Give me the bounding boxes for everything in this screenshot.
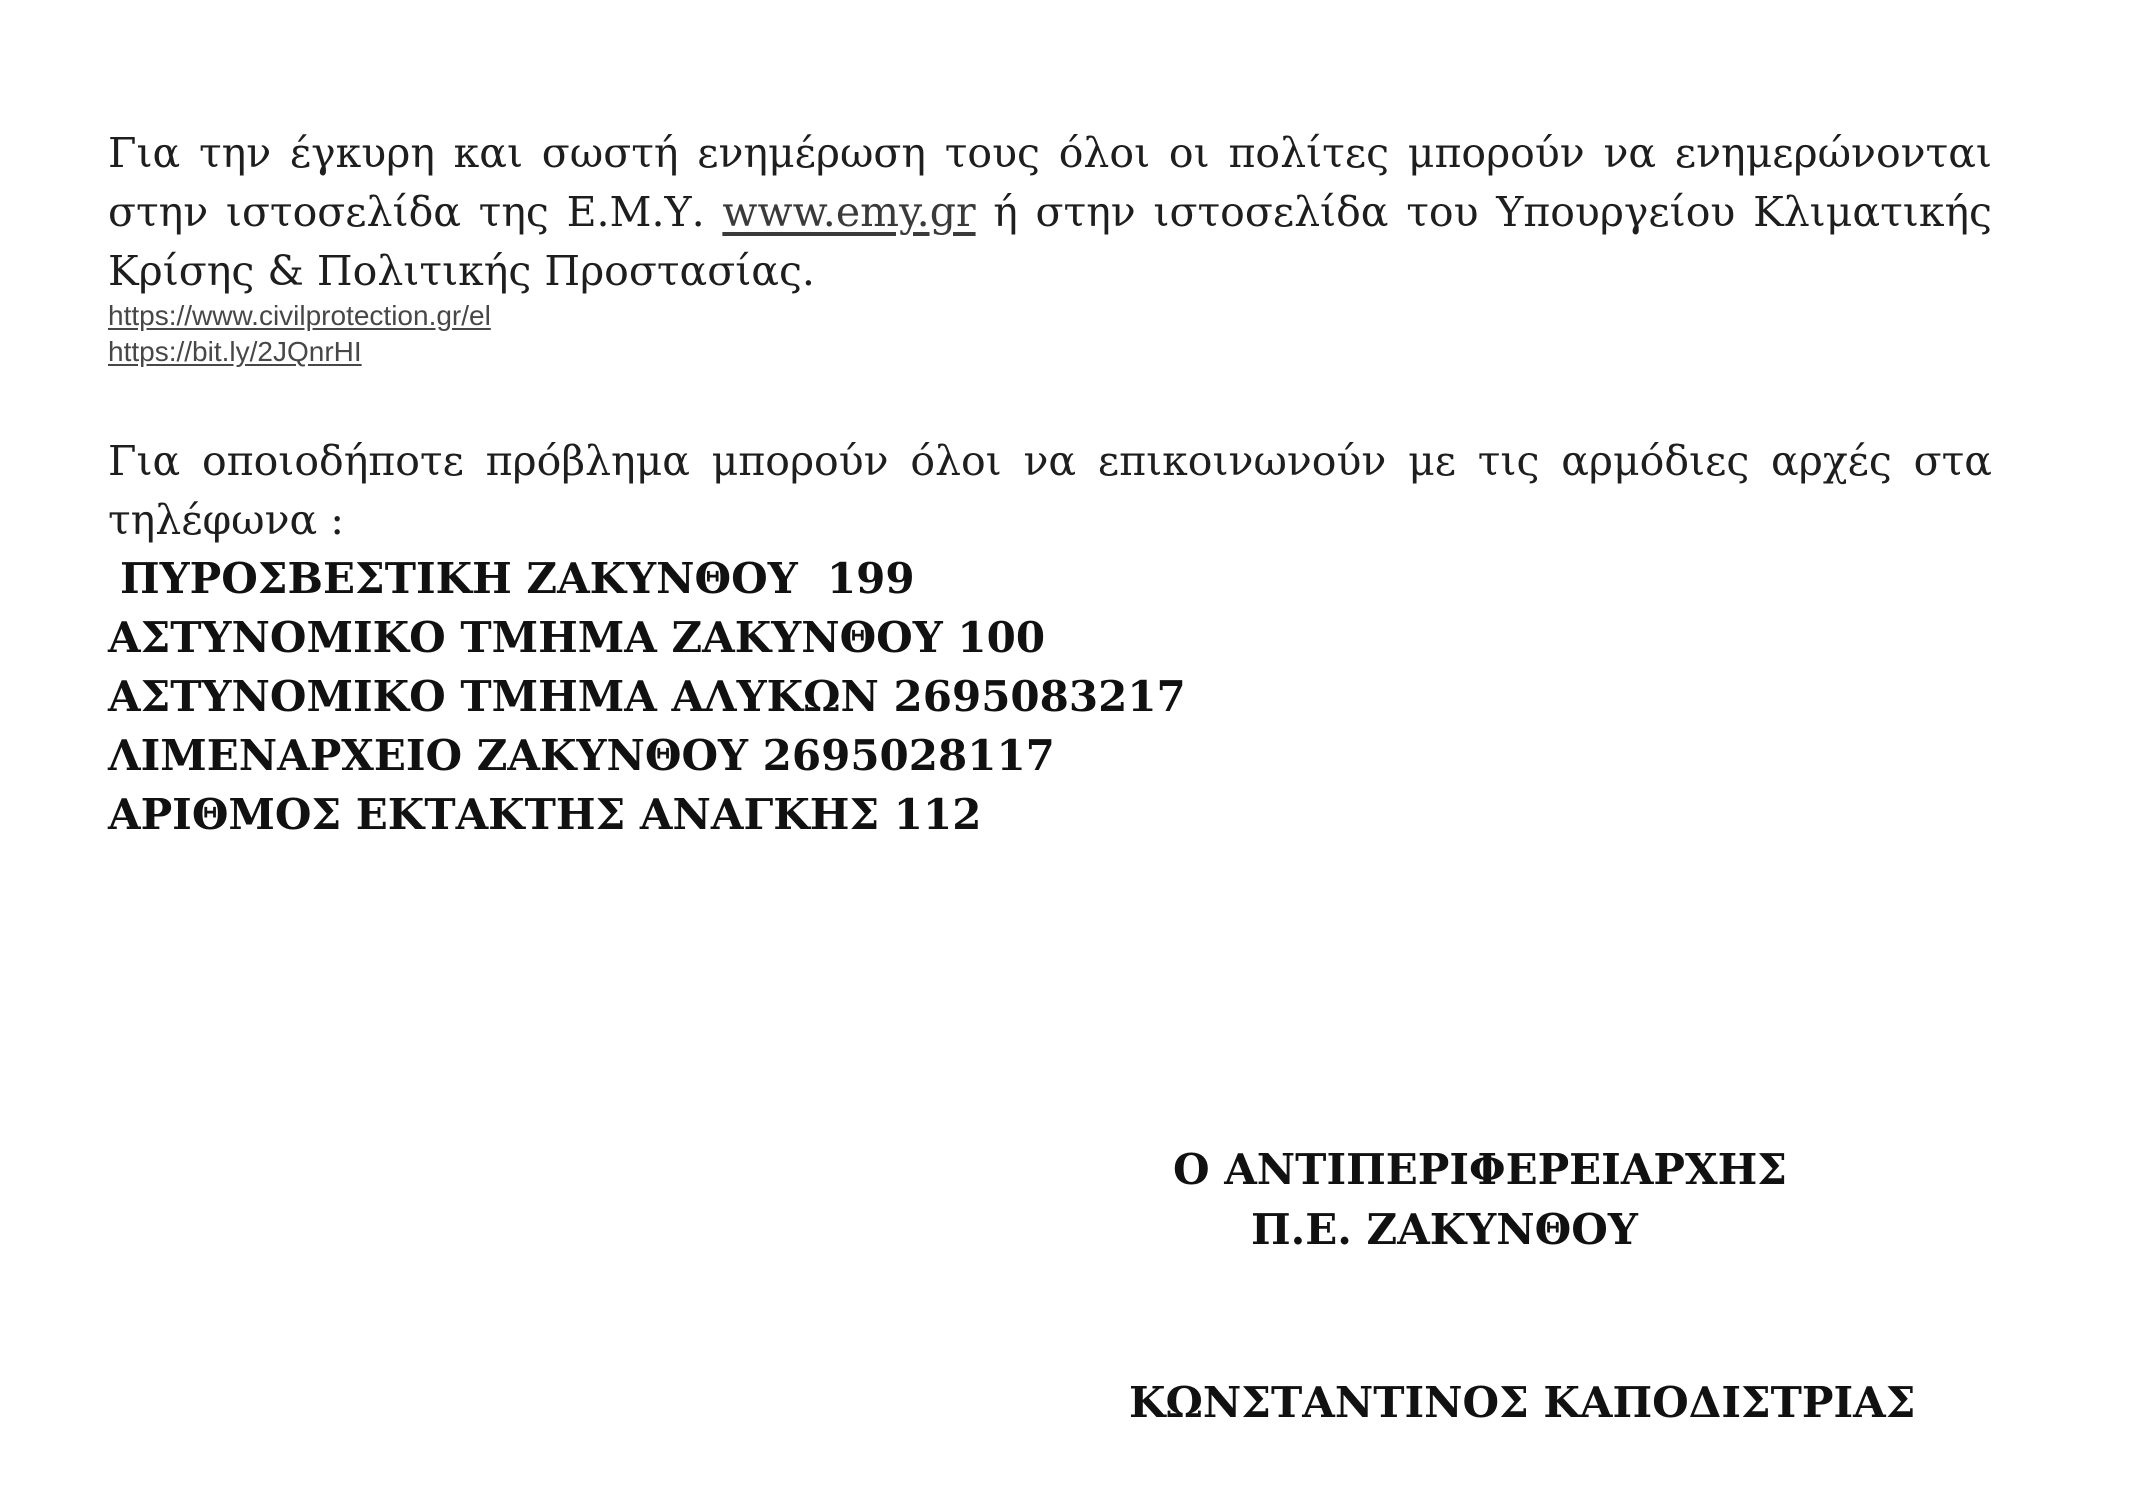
contact-police-alykes: ΑΣΤΥΝΟΜΙΚΟ ΤΜΗΜΑ ΑΛΥΚΩΝ 2695083217	[108, 672, 1186, 721]
contact-police-zakynthos: ΑΣΤΥΝΟΜΙΚΟ ΤΜΗΜΑ ΖΑΚΥΝΘΟΥ 100	[108, 613, 1046, 662]
civilprotection-link[interactable]: https://www.civilprotection.gr/el	[108, 300, 491, 331]
info-text-before-link: Για την έγκυρη και σωστή ενημέρωση τους όλοι οι πολίτες μπορούν να ενημερώνονται στην ιστοσελίδα της Ε.Μ.Υ.	[108, 129, 1992, 236]
signature-name: ΚΩΝΣΤΑΝΤΙΝΟΣ ΚΑΠΟΔΙΣΤΡΙΑΣ	[1129, 1378, 1916, 1427]
contact-list	[108, 549, 1186, 844]
signature-region: Π.Ε. ΖΑΚΥΝΘΟΥ	[1251, 1205, 1638, 1254]
emy-link[interactable]: www.emy.gr	[722, 188, 976, 236]
info-text-after-link: ή στην ιστοσελίδα του Υπουργείου Κλιματικής Κρίσης & Πολιτικής Προστασίας.	[108, 188, 1992, 295]
info-paragraph	[108, 124, 1992, 301]
contact-intro-paragraph: Για οποιοδήποτε πρόβλημα μπορούν όλοι να επικοινωνούν με τις αρμόδιες αρχές στα τηλέφωνα :	[108, 437, 1992, 544]
contact-emergency-number: ΑΡΙΘΜΟΣ ΕΚΤΑΚΤΗΣ ΑΝΑΓΚΗΣ 112	[108, 790, 982, 839]
signature-title: Ο ΑΝΤΙΠΕΡΙΦΕΡΕΙΑΡΧΗΣ	[1173, 1145, 1787, 1194]
contact-port-authority: ΛΙΜΕΝΑΡΧΕΙΟ ΖΑΚΥΝΘΟΥ 2695028117	[108, 731, 1055, 780]
bitly-link[interactable]: https://bit.ly/2JQnrHI	[108, 336, 362, 367]
contact-fire-service: ΠΥΡΟΣΒΕΣΤΙΚΗ ΖΑΚΥΝΘΟΥ 199	[120, 554, 915, 603]
